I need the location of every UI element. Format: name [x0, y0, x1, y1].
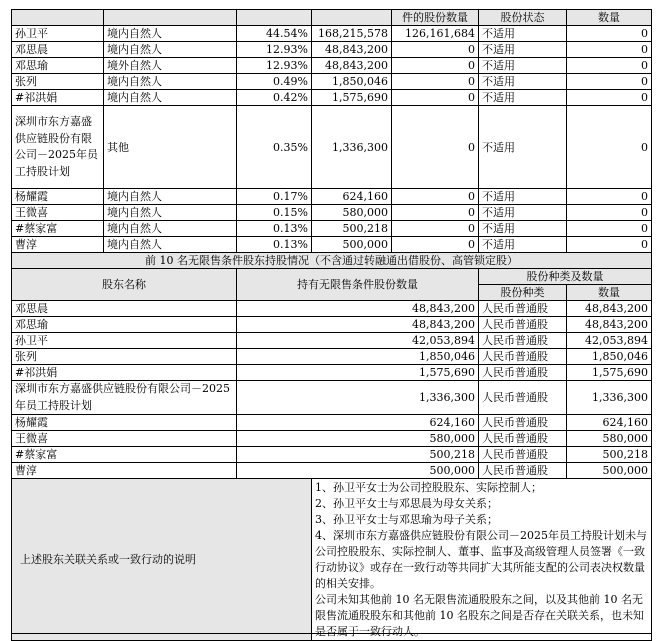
share-class: 人民币普通股	[479, 431, 567, 447]
top-shareholder-row	[12, 58, 652, 74]
unrestricted-shares: 42,053,894	[237, 333, 479, 349]
unrestricted-holder-row	[12, 431, 652, 447]
top-shareholder-row	[12, 26, 652, 42]
unrestricted-shares: 500,218	[237, 447, 479, 463]
share-quantity: 580,000	[567, 431, 652, 447]
share-class: 人民币普通股	[479, 365, 567, 381]
share-class: 人民币普通股	[479, 447, 567, 463]
shareholder-type: 其他	[104, 106, 237, 189]
top-shareholder-row	[12, 90, 652, 106]
top-header-row	[12, 10, 652, 26]
top-shareholder-row	[12, 74, 652, 90]
header-blank-cell	[312, 10, 392, 26]
holder-name: 王微喜	[12, 431, 237, 447]
holding-percent: 0.13%	[237, 237, 312, 253]
header-share-quantity: 数量	[567, 285, 652, 301]
pledge-status: 不适用	[479, 26, 567, 42]
pledge-status: 不适用	[479, 58, 567, 74]
unrestricted-holder-row	[12, 365, 652, 381]
unrestricted-holder-row	[12, 301, 652, 317]
restricted-shares: 0	[392, 74, 479, 90]
shareholder-name: #蔡家富	[12, 221, 104, 237]
header-share-class: 股份种类	[479, 285, 567, 301]
relations-line: 2、孙卫平女士与邓思晨为母女关系；	[315, 497, 498, 510]
total-shares: 168,215,578	[312, 26, 392, 42]
pledge-status: 不适用	[479, 90, 567, 106]
unrestricted-holder-row	[12, 463, 652, 479]
restricted-shares: 0	[392, 205, 479, 221]
holder-name: 邓思瑜	[12, 317, 237, 333]
restricted-shares: 0	[392, 106, 479, 189]
holding-percent: 12.93%	[237, 58, 312, 74]
restricted-shares: 0	[392, 189, 479, 205]
total-shares: 500,000	[312, 237, 392, 253]
unrestricted-shares: 500,000	[237, 463, 479, 479]
pledge-quantity: 0	[567, 221, 652, 237]
share-class: 人民币普通股	[479, 317, 567, 333]
share-class: 人民币普通股	[479, 415, 567, 431]
unrestricted-holder-row	[12, 333, 652, 349]
pledge-quantity: 0	[567, 26, 652, 42]
pledge-status: 不适用	[479, 106, 567, 189]
top-shareholder-row	[12, 42, 652, 58]
shareholder-name: #祁洪娟	[12, 90, 104, 106]
total-shares: 48,843,200	[312, 42, 392, 58]
shareholder-table	[11, 9, 652, 641]
holder-name: #祁洪娟	[12, 365, 237, 381]
relations-line: 4、深圳市东方嘉盛供应链股份有限公司－2025年员工持股计划未与公司控股股东、实际控制人、董事、监事及高级管理人员签署《一致行动协议》或存在一致行动等共同扩大其所能支配的公司表决权数量的相关安排。	[315, 529, 647, 590]
unrestricted-holder-row	[12, 447, 652, 463]
share-quantity: 500,000	[567, 463, 652, 479]
unrestricted-shares: 624,160	[237, 415, 479, 431]
total-shares: 48,843,200	[312, 58, 392, 74]
share-quantity: 1,850,046	[567, 349, 652, 365]
header-blank-cell	[104, 10, 237, 26]
header-share-class-group: 股份种类及数量	[479, 269, 652, 285]
pledge-quantity: 0	[567, 106, 652, 189]
relations-line: 公司未知其他前 10 名无限售流通股股东之间，以及其他前 10 名无限售流通股股东和其他前 10 名股东之间是否存在关联关系，也未知是否属于一致行动人。	[315, 593, 644, 638]
holding-percent: 0.35%	[237, 106, 312, 189]
share-class: 人民币普通股	[479, 463, 567, 479]
shareholder-name: 邓思晨	[12, 42, 104, 58]
header-pledge-status: 股份状态	[479, 10, 567, 26]
pledge-status: 不适用	[479, 189, 567, 205]
pledge-status: 不适用	[479, 74, 567, 90]
restricted-shares: 0	[392, 90, 479, 106]
header-shareholder-name: 股东名称	[12, 269, 237, 301]
pledge-status: 不适用	[479, 221, 567, 237]
relations-line: 1、孙卫平女士为公司控股股东、实际控制人；	[315, 481, 542, 494]
holder-name: 深圳市东方嘉盛供应链股份有限公司－2025年员工持股计划	[12, 381, 237, 415]
shareholder-type: 境内自然人	[104, 205, 237, 221]
unrestricted-shares: 48,843,200	[237, 317, 479, 333]
section-title: 前 10 名无限售条件股东持股情况（不含通过转融通出借股份、高管锁定股）	[12, 253, 652, 269]
holder-name: 邓思晨	[12, 301, 237, 317]
restricted-shares: 0	[392, 237, 479, 253]
relations-line: 3、孙卫平女士与邓思瑜为母子关系；	[315, 513, 498, 526]
pledge-status: 不适用	[479, 237, 567, 253]
shareholder-type: 境内自然人	[104, 90, 237, 106]
holder-name: 杨耀霞	[12, 415, 237, 431]
holding-percent: 0.42%	[237, 90, 312, 106]
unrestricted-shares: 48,843,200	[237, 301, 479, 317]
pledge-quantity: 0	[567, 42, 652, 58]
shareholder-name: 王微喜	[12, 205, 104, 221]
holding-percent: 0.49%	[237, 74, 312, 90]
pledge-quantity: 0	[567, 58, 652, 74]
header-blank-cell	[12, 10, 104, 26]
pledge-quantity: 0	[567, 189, 652, 205]
share-quantity: 1,336,300	[567, 381, 652, 415]
shareholder-name: 张列	[12, 74, 104, 90]
relations-text	[312, 479, 652, 641]
total-shares: 1,336,300	[312, 106, 392, 189]
total-shares: 580,000	[312, 205, 392, 221]
unrestricted-holder-row	[12, 317, 652, 333]
unrestricted-shares: 1,575,690	[237, 365, 479, 381]
holding-percent: 0.13%	[237, 221, 312, 237]
header-quantity: 数量	[567, 10, 652, 26]
share-class: 人民币普通股	[479, 333, 567, 349]
total-shares: 1,575,690	[312, 90, 392, 106]
header-shares-with-conditions: 件的股份数量	[392, 10, 479, 26]
pledge-quantity: 0	[567, 237, 652, 253]
total-shares: 624,160	[312, 189, 392, 205]
shareholder-type: 境内自然人	[104, 237, 237, 253]
shareholder-type: 境内自然人	[104, 189, 237, 205]
header-blank-cell	[237, 10, 312, 26]
unrestricted-holder-row	[12, 349, 652, 365]
shareholder-name: 邓思瑜	[12, 58, 104, 74]
relations-row	[12, 479, 652, 641]
holding-percent: 0.15%	[237, 205, 312, 221]
share-quantity: 48,843,200	[567, 317, 652, 333]
unrestricted-holder-row	[12, 381, 652, 415]
unrestricted-holder-row	[12, 415, 652, 431]
shareholder-name: 曹淳	[12, 237, 104, 253]
shareholder-type: 境内自然人	[104, 74, 237, 90]
bottom-header-row-1	[12, 269, 652, 285]
shareholder-type: 境内自然人	[104, 221, 237, 237]
share-quantity: 42,053,894	[567, 333, 652, 349]
total-shares: 1,850,046	[312, 74, 392, 90]
holder-name: 张列	[12, 349, 237, 365]
restricted-shares: 0	[392, 221, 479, 237]
share-quantity: 624,160	[567, 415, 652, 431]
relations-label: 上述股东关联关系或一致行动的说明	[12, 479, 312, 641]
pledge-status: 不适用	[479, 205, 567, 221]
top-shareholder-row	[12, 106, 652, 189]
pledge-quantity: 0	[567, 74, 652, 90]
share-quantity: 1,575,690	[567, 365, 652, 381]
holder-name: #蔡家富	[12, 447, 237, 463]
holding-percent: 0.17%	[237, 189, 312, 205]
holding-percent: 12.93%	[237, 42, 312, 58]
holding-percent: 44.54%	[237, 26, 312, 42]
share-class: 人民币普通股	[479, 301, 567, 317]
unrestricted-shares: 1,850,046	[237, 349, 479, 365]
holder-name: 曹淳	[12, 463, 237, 479]
shareholder-name: 孙卫平	[12, 26, 104, 42]
total-shares: 500,218	[312, 221, 392, 237]
share-quantity: 48,843,200	[567, 301, 652, 317]
pledge-quantity: 0	[567, 90, 652, 106]
shareholder-type: 境内自然人	[104, 42, 237, 58]
share-class: 人民币普通股	[479, 381, 567, 415]
top-shareholder-row	[12, 237, 652, 253]
restricted-shares: 126,161,684	[392, 26, 479, 42]
shareholder-type: 境外自然人	[104, 58, 237, 74]
unrestricted-shares: 580,000	[237, 431, 479, 447]
shareholder-name: 深圳市东方嘉盛供应链股份有限公司－2025年员工持股计划	[12, 106, 104, 189]
top-shareholder-row	[12, 189, 652, 205]
shareholder-name: 杨耀霞	[12, 189, 104, 205]
section-title-row	[12, 253, 652, 269]
header-unrestricted-shares: 持有无限售条件股份数量	[237, 269, 479, 301]
pledge-quantity: 0	[567, 205, 652, 221]
share-quantity: 500,218	[567, 447, 652, 463]
restricted-shares: 0	[392, 42, 479, 58]
pledge-status: 不适用	[479, 42, 567, 58]
unrestricted-shares: 1,336,300	[237, 381, 479, 415]
share-class: 人民币普通股	[479, 349, 567, 365]
holder-name: 孙卫平	[12, 333, 237, 349]
shareholder-type: 境内自然人	[104, 26, 237, 42]
top-shareholder-row	[12, 205, 652, 221]
restricted-shares: 0	[392, 58, 479, 74]
top-shareholder-row	[12, 221, 652, 237]
